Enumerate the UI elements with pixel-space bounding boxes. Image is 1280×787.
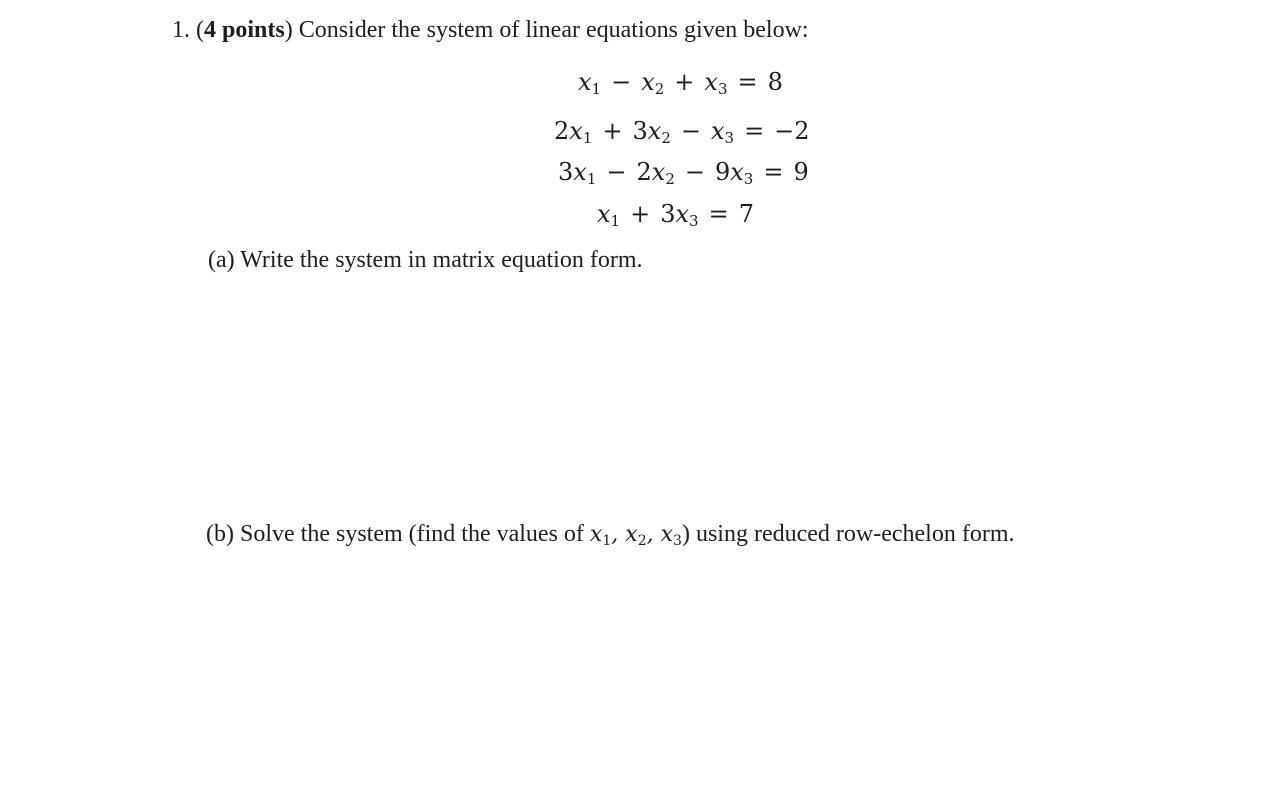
eq3-var-2: $x_2$ — [651, 158, 675, 188]
eq4-rhs: 7 — [738, 200, 754, 228]
equation-2 — [554, 116, 810, 153]
eq4-var-1: $x_1$ — [597, 200, 621, 230]
eq1-var-1: $x_1$ — [578, 68, 602, 98]
problem-statement — [172, 14, 809, 46]
eq2-var-2: $x_2$ — [647, 117, 671, 147]
eq1-equals: = — [737, 68, 758, 96]
eq2-equals: = — [744, 117, 765, 145]
eq3-coef-2: 2 — [636, 158, 652, 186]
eq2-var-3: $x_3$ — [710, 117, 735, 147]
equation-3 — [558, 157, 809, 194]
eq1-op-2: + — [674, 68, 695, 96]
part-b-label: (b) — [206, 521, 234, 547]
equation-1 — [578, 67, 783, 104]
part-b-text-after: ) using reduced row-echelon form. — [681, 521, 1015, 547]
part-a — [208, 244, 643, 276]
eq2-coef-2: 3 — [632, 117, 648, 145]
eq2-op-2: − — [680, 117, 701, 145]
problem-number: 1. — [172, 17, 190, 43]
eq2-coef-1: 2 — [554, 117, 570, 145]
eq3-coef-3: 9 — [714, 158, 731, 186]
part-b-variables: $x_1$, $x_2$, $x_3$ — [589, 522, 682, 549]
eq4-var-2: $x_3$ — [675, 200, 699, 230]
points-close-paren: ) — [284, 17, 293, 43]
eq2-op-1: + — [602, 117, 623, 145]
eq3-equals: = — [763, 158, 784, 186]
points-open-paren: ( — [196, 17, 204, 43]
part-b-text-before: Solve the system (find the values of — [239, 521, 584, 547]
equation-4 — [597, 199, 754, 236]
part-a-label: (a) — [208, 247, 235, 273]
points-value: 4 points — [204, 17, 285, 43]
eq3-rhs: 9 — [793, 158, 809, 186]
eq1-op-1: − — [611, 68, 632, 96]
eq1-var-3: $x_3$ — [704, 68, 728, 98]
part-a-text: Write the system in matrix equation form. — [240, 247, 643, 273]
eq3-coef-1: 3 — [558, 158, 574, 186]
eq3-var-1: $x_1$ — [573, 158, 597, 188]
eq2-rhs: −2 — [774, 117, 810, 145]
problem-intro: Consider the system of linear equations given below: — [298, 17, 809, 43]
eq4-equals: = — [708, 200, 729, 228]
eq3-op-1: − — [606, 158, 627, 186]
eq1-var-2: $x_2$ — [641, 68, 665, 98]
eq3-var-3: $x_3$ — [730, 158, 754, 188]
eq1-rhs: 8 — [767, 68, 783, 96]
part-b — [206, 518, 1015, 557]
eq4-coef-2: 3 — [660, 200, 676, 228]
eq4-op-1: + — [630, 200, 651, 228]
eq2-var-1: $x_1$ — [569, 117, 593, 147]
eq3-op-2: − — [684, 158, 705, 186]
